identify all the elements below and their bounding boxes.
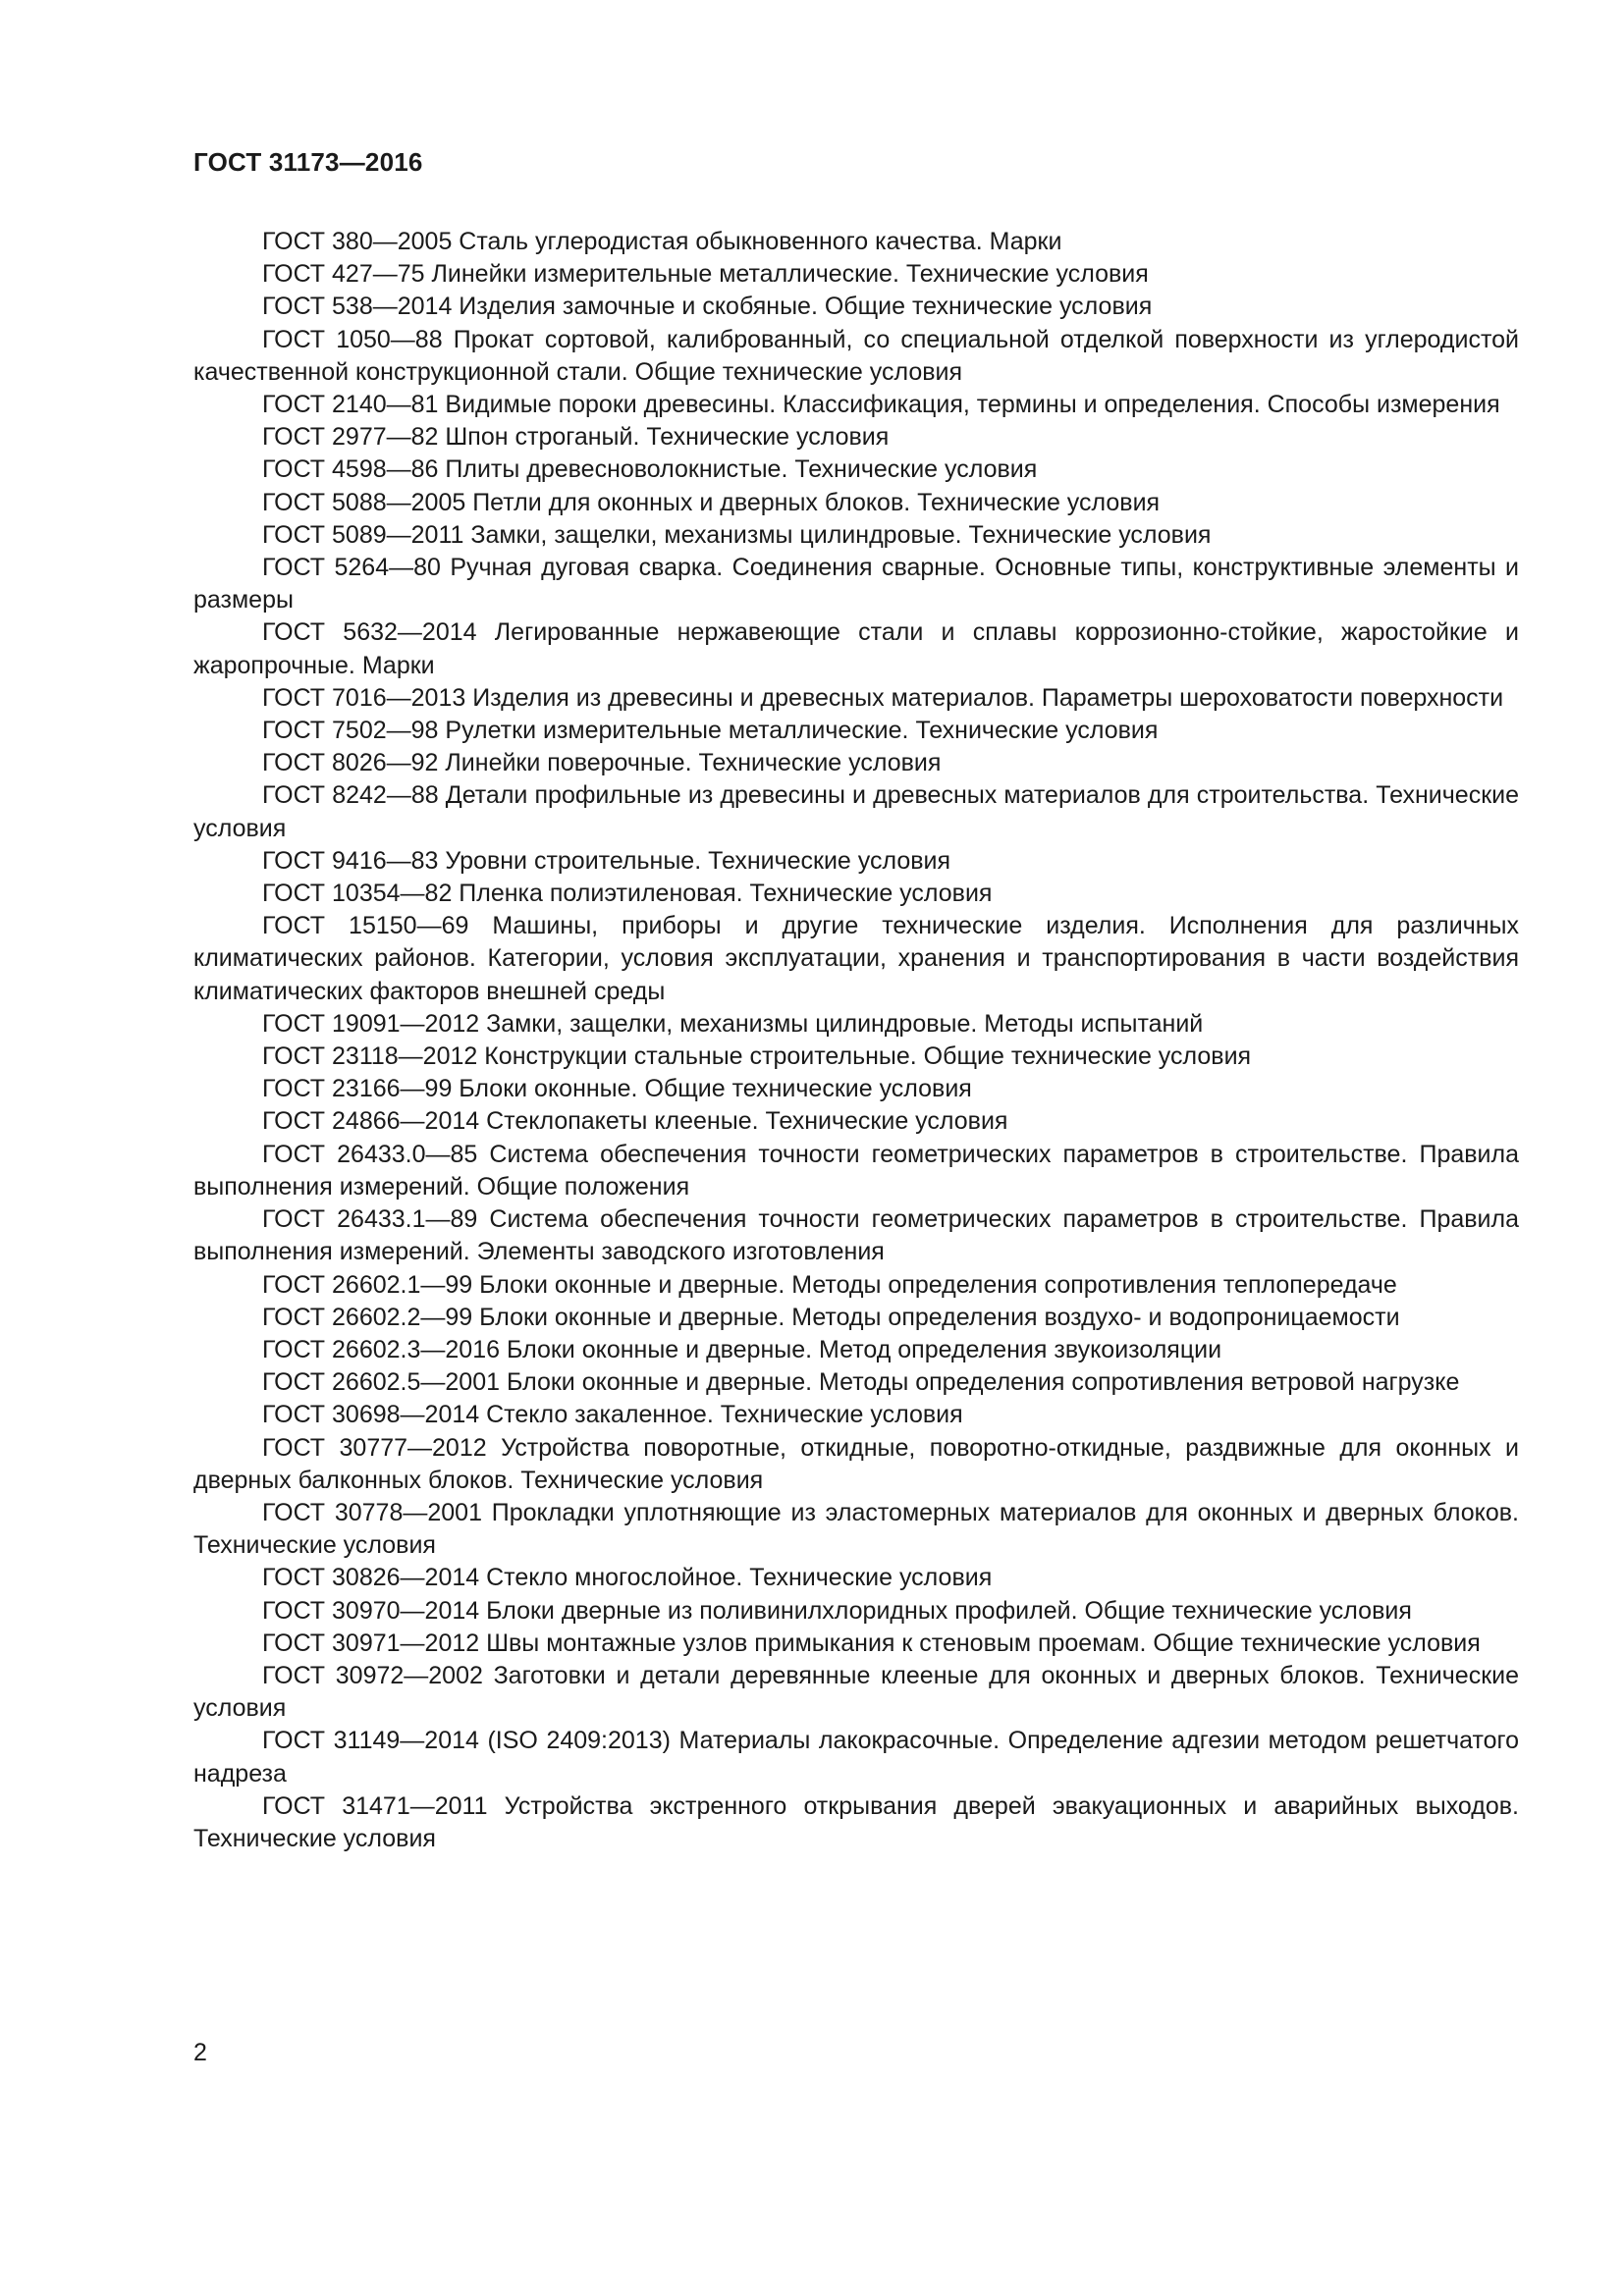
normative-references-list <box>193 226 1519 1855</box>
reference-item: ГОСТ 19091—2012 Замки, защелки, механизмы цилиндровые. Методы испытаний <box>262 1009 1204 1038</box>
reference-item: ГОСТ 10354—82 Пленка полиэтиленовая. Технические условия <box>262 880 993 908</box>
reference-item: ГОСТ 30971—2012 Швы монтажные узлов примыкания к стеновым проемам. Общие технические условия <box>262 1629 1481 1657</box>
reference-item: ГОСТ 8242—88 Детали профильные из древесины и древесных материалов для строительства. Технические условия <box>193 781 1519 842</box>
reference-item: ГОСТ 30777—2012 Устройства поворотные, откидные, поворотно-откидные, раздвижные для оконных и дверных балконных блоков. Технические условия <box>193 1433 1519 1494</box>
reference-item: ГОСТ 26602.1—99 Блоки оконные и дверные. Методы определения сопротивления теплопередаче <box>262 1270 1397 1299</box>
reference-item: ГОСТ 26602.5—2001 Блоки оконные и дверные. Методы определения сопротивления ветровой нагрузке <box>262 1368 1460 1397</box>
reference-item: ГОСТ 5264—80 Ручная дуговая сварка. Соединения сварные. Основные типы, конструктивные элементы и размеры <box>193 554 1519 614</box>
reference-item: ГОСТ 30972—2002 Заготовки и детали деревянные клееные для оконных и дверных блоков. Технические условия <box>193 1661 1519 1723</box>
reference-item: ГОСТ 2977—82 Шпон строганый. Технические условия <box>262 423 890 452</box>
reference-item: ГОСТ 1050—88 Прокат сортовой, калиброванный, со специальной отделкой поверхности из углеродистой качественной конструкционной стали. Общие технические условия <box>193 325 1519 386</box>
reference-item: ГОСТ 8026—92 Линейки поверочные. Технические условия <box>262 749 942 777</box>
reference-item: ГОСТ 7016—2013 Изделия из древесины и древесных материалов. Параметры шероховатости поверхности <box>262 683 1504 712</box>
reference-item: ГОСТ 538—2014 Изделия замочные и скобяные. Общие технические условия <box>262 293 1153 321</box>
reference-item: ГОСТ 5088—2005 Петли для оконных и дверных блоков. Технические условия <box>262 488 1161 516</box>
reference-item: ГОСТ 23118—2012 Конструкции стальные строительные. Общие технические условия <box>262 1042 1252 1071</box>
reference-item: ГОСТ 2140—81 Видимые пороки древесины. Классификация, термины и определения. Способы измерения <box>262 391 1500 419</box>
reference-item: ГОСТ 23166—99 Блоки оконные. Общие технические условия <box>262 1075 972 1103</box>
reference-item: ГОСТ 380—2005 Сталь углеродистая обыкновенного качества. Марки <box>262 228 1062 255</box>
reference-item: ГОСТ 30698—2014 Стекло закаленное. Технические условия <box>262 1401 963 1429</box>
reference-item: ГОСТ 26433.0—85 Система обеспечения точности геометрических параметров в строительстве. Правила выполнения измерений. Общие положения <box>193 1140 1519 1201</box>
reference-item: ГОСТ 5632—2014 Легированные нержавеющие стали и сплавы коррозионно-стойкие, жаростойкие и жаропрочные. Марки <box>193 618 1519 679</box>
reference-item: ГОСТ 30778—2001 Прокладки уплотняющие из эластомерных материалов для оконных и дверных блоков. Технические условия <box>193 1498 1519 1560</box>
reference-item: ГОСТ 9416—83 Уровни строительные. Технические условия <box>262 846 951 875</box>
reference-item: ГОСТ 26602.2—99 Блоки оконные и дверные. Методы определения воздухо- и водопроницаемости <box>262 1303 1400 1331</box>
reference-item: ГОСТ 31471—2011 Устройства экстренного открывания дверей эвакуационных и аварийных выходов. Технические условия <box>193 1791 1519 1852</box>
reference-item: ГОСТ 4598—86 Плиты древесноволокнистые. Технические условия <box>262 455 1038 484</box>
reference-item: ГОСТ 24866—2014 Стеклопакеты клееные. Технические условия <box>262 1107 1008 1136</box>
page-number: 2 <box>193 2039 207 2066</box>
reference-item: ГОСТ 15150—69 Машины, приборы и другие технические изделия. Исполнения для различных климатических районов. Категории, условия эксплуатации, хранения и транспортирования в части воздействия климатических факторов внешней среды <box>193 912 1519 1005</box>
reference-item: ГОСТ 30970—2014 Блоки дверные из поливинилхлоридных профилей. Общие технические условия <box>262 1596 1412 1625</box>
standard-header: ГОСТ 31173—2016 <box>193 147 423 177</box>
reference-item: ГОСТ 7502—98 Рулетки измерительные металлические. Технические условия <box>262 717 1159 745</box>
reference-item: ГОСТ 5089—2011 Замки, защелки, механизмы цилиндровые. Технические условия <box>262 520 1212 549</box>
reference-item: ГОСТ 31149—2014 (ISO 2409:2013) Материалы лакокрасочные. Определение адгезии методом решетчатого надреза <box>193 1727 1519 1788</box>
reference-item: ГОСТ 26433.1—89 Система обеспечения точности геометрических параметров в строительстве. Правила выполнения измерений. Элементы заводского изготовления <box>193 1205 1519 1266</box>
reference-item: ГОСТ 30826—2014 Стекло многослойное. Технические условия <box>262 1564 993 1592</box>
reference-item: ГОСТ 427—75 Линейки измерительные металлические. Технические условия <box>262 260 1149 289</box>
reference-item: ГОСТ 26602.3—2016 Блоки оконные и дверные. Метод определения звукоизоляции <box>262 1335 1222 1363</box>
